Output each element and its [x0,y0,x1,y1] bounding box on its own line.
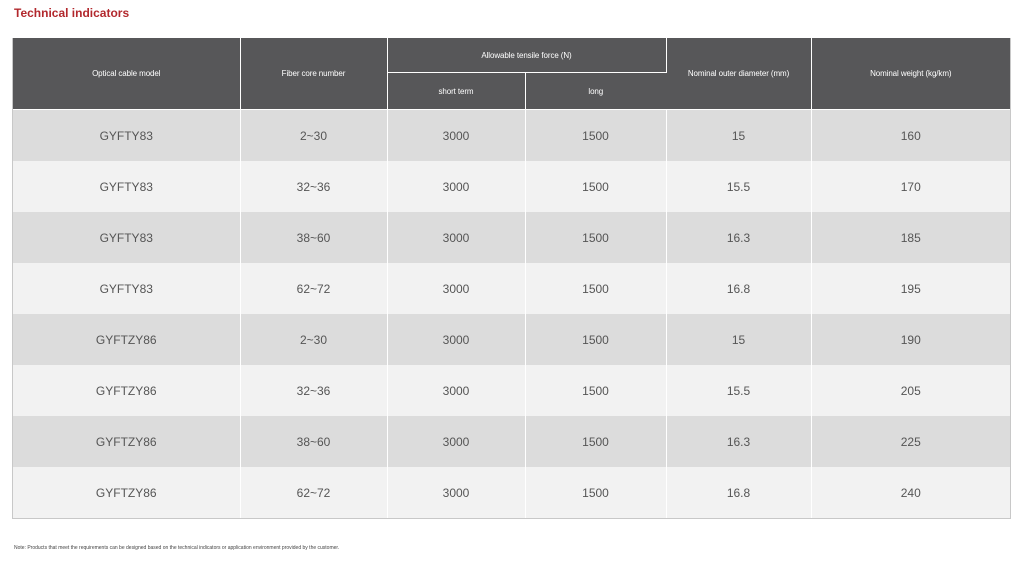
cell-model: GYFTY83 [13,161,240,212]
table-row [13,314,1010,365]
cell-fiber-core: 32~36 [240,365,387,416]
cell-outer-diameter: 16.8 [666,263,811,314]
cell-weight: 205 [811,365,1010,416]
table-row [13,110,1010,162]
table-row [13,467,1010,518]
cell-short-term: 3000 [387,212,525,263]
header-long: long [525,73,666,110]
table-row [13,416,1010,467]
cell-long: 1500 [525,314,666,365]
header-weight: Nominal weight (kg/km) [811,38,1010,110]
cell-weight: 185 [811,212,1010,263]
cell-short-term: 3000 [387,365,525,416]
cell-outer-diameter: 15.5 [666,161,811,212]
cell-short-term: 3000 [387,314,525,365]
cell-weight: 240 [811,467,1010,518]
cell-fiber-core: 38~60 [240,212,387,263]
cell-weight: 170 [811,161,1010,212]
table-body [13,110,1010,519]
cell-model: GYFTZY86 [13,365,240,416]
cell-long: 1500 [525,416,666,467]
cell-fiber-core: 38~60 [240,416,387,467]
cell-short-term: 3000 [387,263,525,314]
cell-long: 1500 [525,212,666,263]
cell-short-term: 3000 [387,467,525,518]
cell-fiber-core: 32~36 [240,161,387,212]
section-title: Technical indicators [14,6,130,20]
cell-outer-diameter: 16.3 [666,212,811,263]
cell-model: GYFTY83 [13,110,240,162]
cell-weight: 195 [811,263,1010,314]
cell-long: 1500 [525,467,666,518]
cell-weight: 225 [811,416,1010,467]
cell-long: 1500 [525,110,666,162]
cell-long: 1500 [525,365,666,416]
cell-long: 1500 [525,161,666,212]
cell-weight: 190 [811,314,1010,365]
cell-fiber-core: 62~72 [240,467,387,518]
table-row [13,161,1010,212]
cell-model: GYFTZY86 [13,416,240,467]
table-row [13,365,1010,416]
cell-weight: 160 [811,110,1010,162]
cell-model: GYFTZY86 [13,314,240,365]
cell-outer-diameter: 15.5 [666,365,811,416]
cell-model: GYFTZY86 [13,467,240,518]
header-outer-diameter: Nominal outer diameter (mm) [666,38,811,110]
cell-fiber-core: 62~72 [240,263,387,314]
cell-long: 1500 [525,263,666,314]
spec-table-wrapper [12,38,1011,519]
table-row [13,212,1010,263]
table-header [13,38,1010,110]
spec-table [13,38,1010,518]
footnote: Note: Products that meet the requirements can be designed based on the technical indicators or application environment provided by the customer. [14,545,340,551]
cell-fiber-core: 2~30 [240,110,387,162]
table-row [13,263,1010,314]
cell-model: GYFTY83 [13,263,240,314]
header-short-term: short term [387,73,525,110]
cell-outer-diameter: 15 [666,110,811,162]
cell-short-term: 3000 [387,161,525,212]
cell-model: GYFTY83 [13,212,240,263]
cell-outer-diameter: 16.3 [666,416,811,467]
cell-short-term: 3000 [387,110,525,162]
cell-outer-diameter: 15 [666,314,811,365]
cell-fiber-core: 2~30 [240,314,387,365]
cell-short-term: 3000 [387,416,525,467]
header-tensile-force: Allowable tensile force (N) [387,38,666,73]
header-model: Optical cable model [13,38,240,110]
header-fiber-core: Fiber core number [240,38,387,110]
cell-outer-diameter: 16.8 [666,467,811,518]
